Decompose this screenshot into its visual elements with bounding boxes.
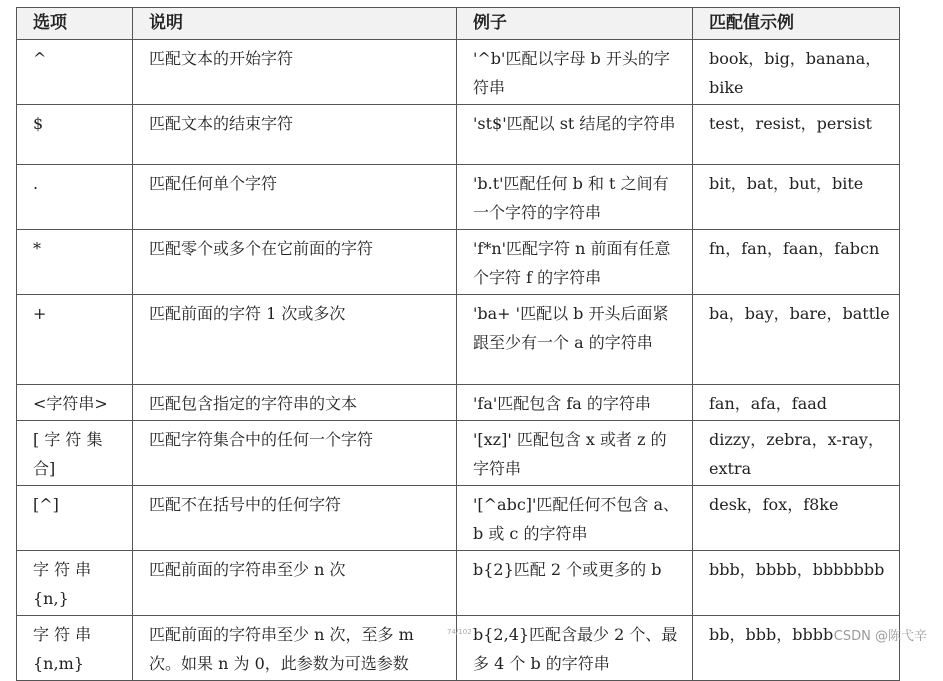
cell-matches: bit，bat，but，bite <box>693 165 900 230</box>
table-row <box>17 551 900 616</box>
cell-option: [ 字 符 集 合] <box>17 421 133 486</box>
cell-option: 字 符 串 {n,} <box>17 551 133 616</box>
cell-example: 'ba+ '匹配以 b 开头后面紧跟至少有一个 a 的字符串 <box>457 295 693 385</box>
cell-example: 'fa'匹配包含 fa 的字符串 <box>457 385 693 421</box>
cell-example: b{2}匹配 2 个或更多的 b <box>457 551 693 616</box>
table-row <box>17 230 900 295</box>
cell-matches: fan，afa，faad <box>693 385 900 421</box>
cell-matches: ba，bay，bare，battle <box>693 295 900 385</box>
cell-matches: desk，fox，f8ke <box>693 486 900 551</box>
cell-example: 'st$'匹配以 st 结尾的字符串 <box>457 105 693 165</box>
cell-option: + <box>17 295 133 385</box>
cell-option: $ <box>17 105 133 165</box>
header-option: 选项 <box>17 8 133 40</box>
page-number: 74/102 <box>447 628 472 636</box>
table-header-row <box>17 8 900 40</box>
cell-matches: bb，bbb，bbbb <box>693 616 900 681</box>
cell-option: * <box>17 230 133 295</box>
cell-description: 匹配包含指定的字符串的文本 <box>133 385 457 421</box>
cell-description: 匹配文本的开始字符 <box>133 40 457 105</box>
cell-option: [^] <box>17 486 133 551</box>
header-matches: 匹配值示例 <box>693 8 900 40</box>
cell-matches: fn，fan，faan，fabcn <box>693 230 900 295</box>
cell-example: 'f*n'匹配字符 n 前面有任意个字符 f 的字符串 <box>457 230 693 295</box>
cell-description: 匹配前面的字符串至少 n 次 <box>133 551 457 616</box>
cell-option: . <box>17 165 133 230</box>
cell-example: '[xz]' 匹配包含 x 或者 z 的字符串 <box>457 421 693 486</box>
header-example: 例子 <box>457 8 693 40</box>
table-row <box>17 105 900 165</box>
table-row <box>17 385 900 421</box>
cell-matches: bbb，bbbb，bbbbbbb <box>693 551 900 616</box>
cell-description: 匹配任何单个字符 <box>133 165 457 230</box>
cell-example: 'b.t'匹配任何 b 和 t 之间有一个字符的字符串 <box>457 165 693 230</box>
cell-example: '^b'匹配以字母 b 开头的字符串 <box>457 40 693 105</box>
cell-matches: book，big，banana，bike <box>693 40 900 105</box>
table-row <box>17 295 900 385</box>
cell-description: 匹配字符集合中的任何一个字符 <box>133 421 457 486</box>
table-row <box>17 616 900 681</box>
cell-example: b{2,4}匹配含最少 2 个、最多 4 个 b 的字符串 <box>457 616 693 681</box>
cell-option: ^ <box>17 40 133 105</box>
cell-description: 匹配不在括号中的任何字符 <box>133 486 457 551</box>
cell-option: <字符串> <box>17 385 133 421</box>
table-row <box>17 165 900 230</box>
regex-options-table <box>16 7 900 681</box>
cell-description: 匹配前面的字符串至少 n 次，至多 m 次。如果 n 为 0，此参数为可选参数 <box>133 616 457 681</box>
table-row <box>17 40 900 105</box>
cell-description: 匹配前面的字符 1 次或多次 <box>133 295 457 385</box>
watermark: CSDN @陈弋辛 <box>833 629 927 644</box>
cell-option: 字 符 串 {n,m} <box>17 616 133 681</box>
cell-description: 匹配文本的结束字符 <box>133 105 457 165</box>
cell-example: '[^abc]'匹配任何不包含 a、b 或 c 的字符串 <box>457 486 693 551</box>
table-row <box>17 486 900 551</box>
table-row <box>17 421 900 486</box>
cell-matches: test，resist，persist <box>693 105 900 165</box>
cell-matches: dizzy，zebra，x-ray，extra <box>693 421 900 486</box>
cell-description: 匹配零个或多个在它前面的字符 <box>133 230 457 295</box>
header-description: 说明 <box>133 8 457 40</box>
